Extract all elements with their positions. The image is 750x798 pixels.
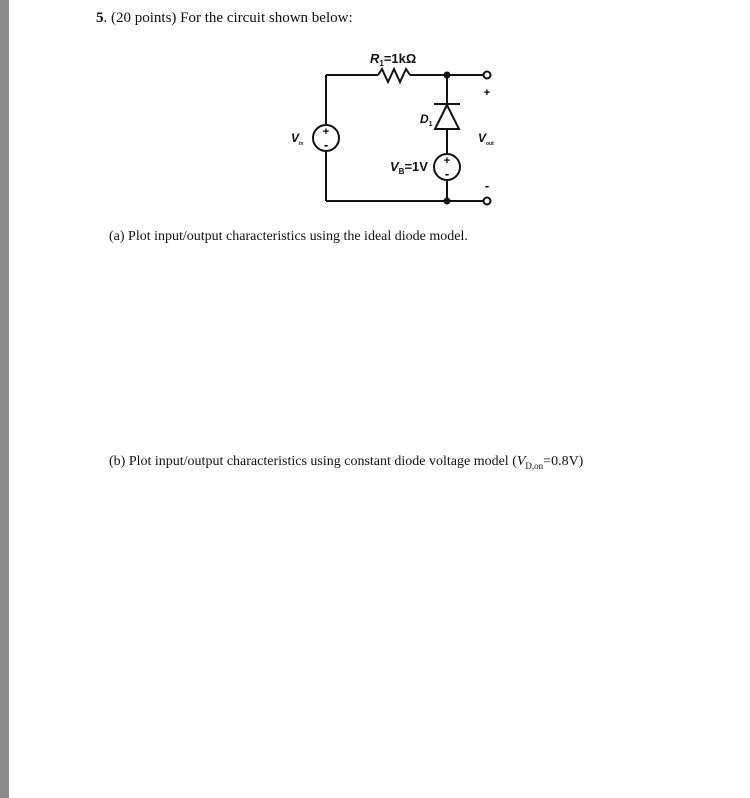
vb-label: $V_B=1V$ [390, 159, 428, 176]
vin-minus-sign: - [323, 137, 329, 152]
output-minus-sign: - [484, 178, 490, 193]
vb-plus-sign: + [443, 155, 451, 167]
node-top [444, 72, 451, 79]
part-b-prefix: (b) Plot input/output characteristics using constant diode voltage model ( [109, 454, 517, 469]
node-bottom [444, 198, 451, 205]
vout-label: $V_{out}$ [478, 131, 494, 147]
part-a-text: (a) Plot input/output characteristics using the ideal diode model. [109, 229, 468, 244]
output-terminal-minus [484, 198, 491, 205]
part-b-text [109, 454, 583, 471]
diode-d1 [434, 104, 460, 129]
vin-plus-sign: + [322, 126, 330, 138]
vb-minus-sign: - [444, 166, 450, 181]
question-text: . (20 points) For the circuit shown below: [103, 10, 353, 26]
output-terminal-plus [484, 72, 491, 79]
vin-label: $V_{in}$ [291, 131, 304, 147]
resistor-r1 [378, 69, 410, 82]
diode-label: $D_1$ [420, 112, 433, 128]
question-number: 5 [96, 10, 104, 26]
circuit-diagram [0, 0, 750, 260]
part-b-variable: V [516, 454, 526, 469]
part-b-subscript: D,on [525, 460, 544, 471]
resistor-label: $R_1=1k\Omega$ [370, 51, 417, 68]
part-b-suffix: =0.8V) [543, 454, 584, 469]
output-plus-sign: + [483, 87, 491, 99]
